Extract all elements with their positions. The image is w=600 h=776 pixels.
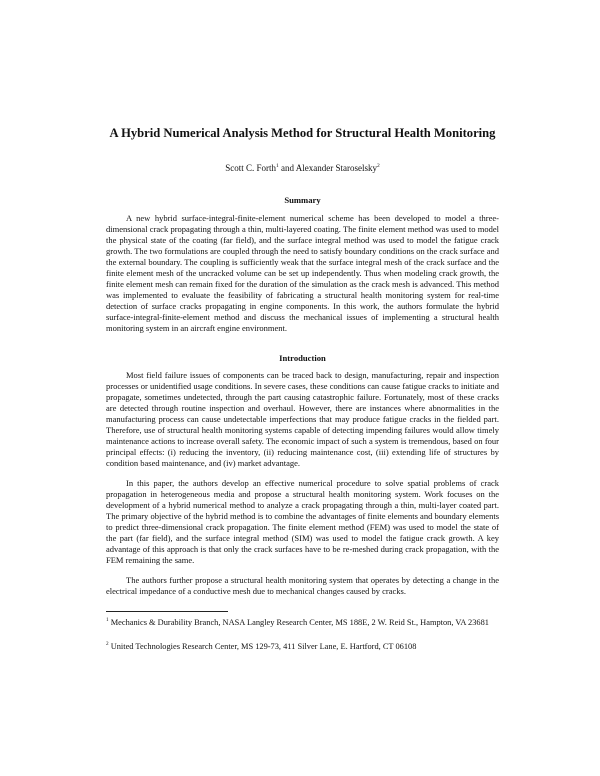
paper-title: A Hybrid Numerical Analysis Method for Structural Health Monitoring [109,126,496,140]
footnote-divider [106,611,228,612]
section-heading-summary: Summary [284,195,321,205]
footnote [106,641,499,652]
summary-paragraph: A new hybrid surface-integral-finite-element numerical scheme has been developed to model a three-dimensional crack propagating through a thin, multi-layered coating. The finite element method was used to model the physical state of the coating (far field), and the surface integral method was used to model the fatigue crack growth. The two formulations are coupled through the need to satisfy boundary conditions on the crack surface and the external boundary. The coupling is sufficiently weak that the surface integral mesh of the crack surface and the finite element mesh of the uncracked volume can be set up independently. Thus when modeling crack growth, the finite element mesh can remain fixed for the duration of the simulation as the crack mesh is advanced. This method was implemented to evaluate the feasibility of fabricating a structural health monitoring system for real-time detection of surface cracks propagating in engine components. In this work, the authors formulate the hybrid surface-integral-finite-element method and discuss the mechanical issues of implementing a structural health monitoring system in an aircraft engine environment. [106,213,499,333]
footnote-mark: 2 [106,641,109,648]
intro-paragraph: In this paper, the authors develop an effective numerical procedure to solve spatial problems of crack propagation in heterogeneous media and propose a structural health monitoring system. Work focuses on the development of a hybrid numerical method to analyze a crack propagating through a thin, multi-layer coated part. The primary objective of the hybrid method is to combine the advantages of finite elements and boundary elements to predict three-dimensional crack propagation. The finite element method (FEM) was used to model the state of the part (far field), and the surface integral method (SIM) was used to model the fatigue crack growth. A key advantage of this approach is that only the crack surfaces have to be re-meshed during crack propagation, with the FEM remaining the same. [106,478,499,565]
affiliation-mark: 2 [377,163,380,169]
affiliation-mark: 1 [276,163,279,169]
author-joiner: and [278,163,296,173]
footnote [106,617,499,628]
author-name: Scott C. Forth [225,163,277,173]
author-line [106,163,499,174]
intro-paragraph: Most field failure issues of components can be traced back to design, manufacturing, repair and inspection processes or unidentified usage conditions. In severe cases, these conditions can cause fatigue cracks to initiate and propagate, sometimes undetected, through the part causing catastrophic failure. Fortunately, most of these cracks are detected through routine inspection and overhaul. However, there are instances where abnormalities in the manufacturing process can cause undetectable imperfections that may produce fatigue cracks in the fielded part. Therefore, use of structural health monitoring systems capable of detecting impending failures would allow timely maintenance actions to increase overall safety. The economic impact of such a system is tremendous, based on four principal effects: (i) reducing the inventory, (ii) reducing maintenance cost, (iii) extending life of structures by condition based maintenance, and (iv) market advantage. [106,370,499,468]
footnote-mark: 1 [106,617,109,624]
footnote-text: United Technologies Research Center, MS 129-73, 411 Silver Lane, E. Hartford, CT 06108 [110,642,417,651]
intro-paragraph: The authors further propose a structural health monitoring system that operates by detecting a change in the electrical impedance of a conductive mesh due to mechanical changes caused by cracks. [106,575,499,596]
footnote-text: Mechanics & Durability Branch, NASA Langley Research Center, MS 188E, 2 W. Reid St., Hampton, VA 23681 [110,618,489,627]
author-name: Alexander Staroselsky [295,163,377,173]
section-heading-introduction: Introduction [279,353,326,363]
